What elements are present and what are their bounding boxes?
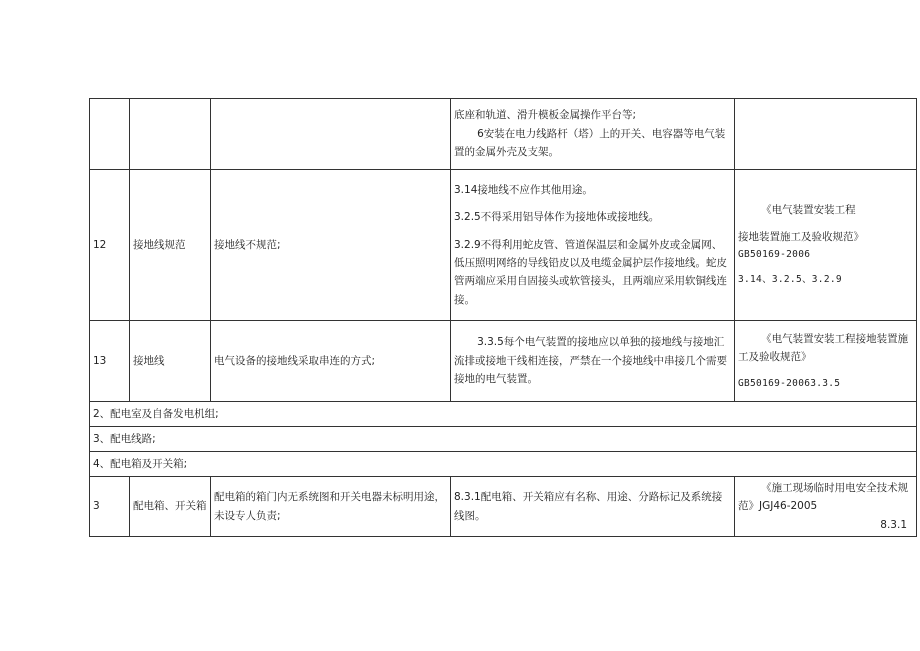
- section-row: [90, 427, 917, 452]
- section-row: [90, 452, 917, 477]
- cell-no: [90, 99, 130, 170]
- table-row: [90, 99, 917, 170]
- cell-clause: 8.3.1配电箱、开关箱应有名称、用途、分路标记及系统接线图。: [451, 477, 735, 537]
- cell-clause: [451, 321, 735, 402]
- cell-reference: [735, 170, 917, 321]
- section-heading: 2、配电室及自备发电机组;: [90, 402, 917, 427]
- cell-reference: [735, 99, 917, 170]
- section-heading: 4、配电箱及开关箱;: [90, 452, 917, 477]
- reference-line: 《施工现场临时用电安全技术规范》JGJ46-2005: [738, 482, 909, 513]
- clause-line: 底座和轨道、滑升模板金属操作平台等;: [454, 109, 637, 122]
- reference-line: 接地装置施工及验收规范》: [738, 231, 864, 244]
- table-row: [90, 170, 917, 321]
- clause-paragraph: 3.2.5不得采用铝导体作为接地体或接地线。: [454, 211, 660, 224]
- cell-item: [130, 99, 211, 170]
- reference-line: 8.3.1: [880, 518, 907, 531]
- cell-no: 3: [90, 477, 130, 537]
- inspection-table: [89, 98, 917, 537]
- cell-clause: [451, 170, 735, 321]
- clause-paragraph: 3.2.9不得利用蛇皮管、管道保温层和金属外皮或金属网、低压照明网络的导线铅皮以及电缆金属护层作接地线。蛇皮管两端应采用自固接头或软管接头，且两端应采用软铜线连接。: [454, 238, 727, 306]
- cell-issue: 接地线不规范;: [211, 170, 451, 321]
- cell-item: 配电箱、开关箱: [130, 477, 211, 537]
- reference-line: GB50169-20063.3.5: [738, 377, 841, 389]
- table-row: [90, 477, 917, 537]
- cell-issue: [211, 99, 451, 170]
- cell-clause: [451, 99, 735, 170]
- reference-line: GB50169-2006: [738, 248, 811, 260]
- clause-line: 6安装在电力线路杆（塔）上的开关、电容器等电气装置的金属外壳及支架。: [454, 127, 726, 159]
- section-row: [90, 402, 917, 427]
- reference-line: 3.14、3.2.5、3.2.9: [738, 274, 842, 286]
- clause-paragraph: 3.14接地线不应作其他用途。: [454, 183, 593, 196]
- cell-issue: 配电箱的箱门内无系统图和开关电器未标明用途，未设专人负责;: [211, 477, 451, 537]
- cell-no: 12: [90, 170, 130, 321]
- cell-item: 接地线规范: [130, 170, 211, 321]
- reference-line: 《电气装置安装工程接地装置施工及验收规范》: [738, 332, 909, 364]
- reference-line: 《电气装置安装工程: [761, 204, 856, 216]
- cell-item: 接地线: [130, 321, 211, 402]
- table-row: [90, 321, 917, 402]
- cell-reference: [735, 321, 917, 402]
- cell-issue: 电气设备的接地线采取串连的方式;: [211, 321, 451, 402]
- section-heading: 3、配电线路;: [90, 427, 917, 452]
- cell-reference: [735, 477, 917, 537]
- clause-paragraph: 3.3.5每个电气装置的接地应以单独的接地线与接地汇流排或接地干线相连接，严禁在一个接地线中串接几个需要接地的电气装置。: [454, 336, 727, 386]
- cell-no: 13: [90, 321, 130, 402]
